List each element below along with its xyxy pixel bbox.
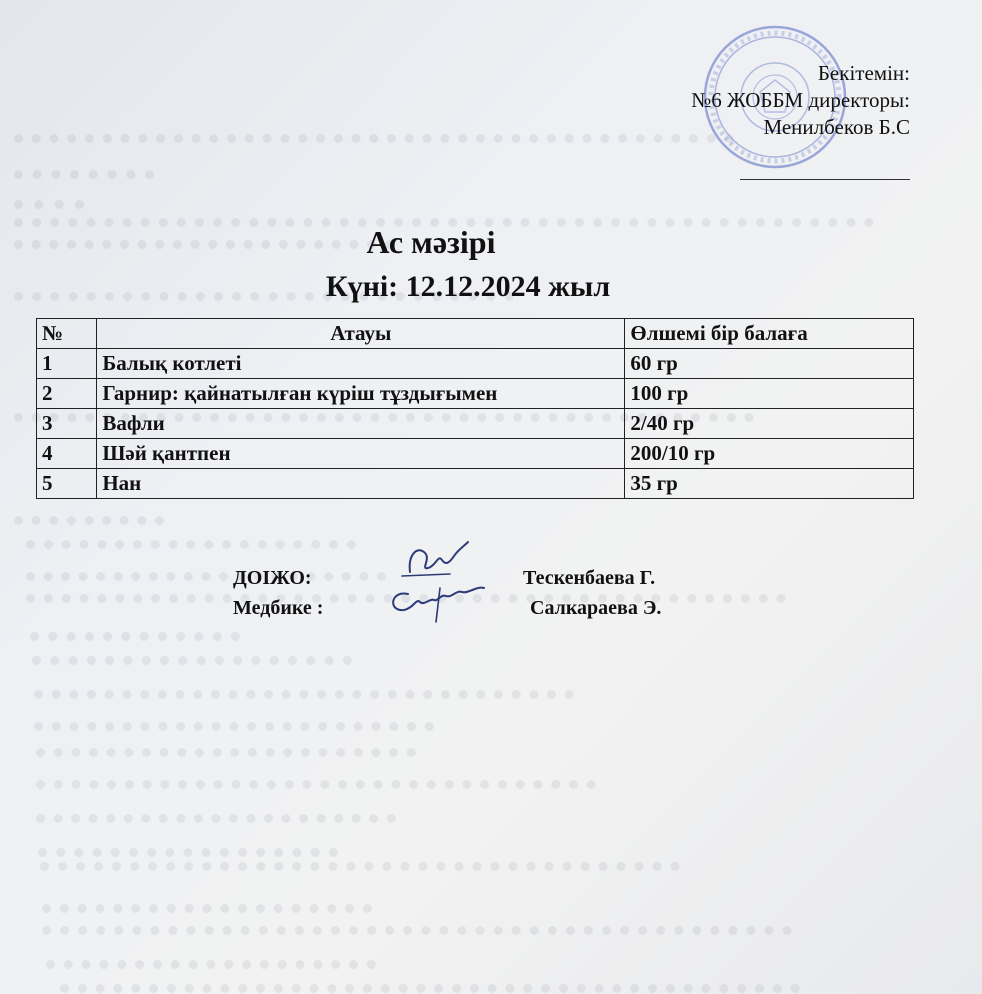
approval-heading: Бекітемін: xyxy=(817,61,910,85)
table-row xyxy=(37,439,914,469)
row-number: 1 xyxy=(37,349,97,379)
table-row xyxy=(37,409,914,439)
table-row xyxy=(37,349,914,379)
table-header-row xyxy=(37,319,914,349)
approval-position: №6 ЖОББМ директоры: xyxy=(691,88,910,112)
row-amount: 200/10 гр xyxy=(625,439,914,469)
director-signature-line xyxy=(740,179,910,180)
row-number: 5 xyxy=(37,469,97,499)
table-row xyxy=(37,469,914,499)
signer-name-nurse: Салкараева Э. xyxy=(530,597,662,619)
document-date: Күні: 12.12.2024 жыл xyxy=(325,270,611,303)
handwritten-signatures-icon xyxy=(380,538,500,624)
signer-roles xyxy=(233,563,323,623)
row-number: 2 xyxy=(37,379,97,409)
row-dish-name: Нан xyxy=(97,469,625,499)
row-amount: 60 гр xyxy=(625,349,914,379)
row-number: 4 xyxy=(37,439,97,469)
row-dish-name: Гарнир: қайнатылған күріш тұздығымен xyxy=(97,379,625,409)
signer-name-deputy: Тескенбаева Г. xyxy=(523,567,656,589)
table-row xyxy=(37,379,914,409)
menu-table xyxy=(36,318,914,499)
approval-block xyxy=(691,60,910,141)
signer-names xyxy=(523,563,661,623)
row-dish-name: Балық котлеті xyxy=(97,349,625,379)
header-number: № xyxy=(37,319,97,349)
row-amount: 35 гр xyxy=(625,469,914,499)
header-amount: Өлшемі бір балаға xyxy=(625,319,914,349)
signer-role-deputy: ДОІЖО: xyxy=(233,567,312,589)
row-dish-name: Вафли xyxy=(97,409,625,439)
document-title: Ас мәзірі xyxy=(366,224,496,260)
row-amount: 2/40 гр xyxy=(625,409,914,439)
row-number: 3 xyxy=(37,409,97,439)
signer-role-nurse: Медбике : xyxy=(233,597,324,619)
row-dish-name: Шәй қантпен xyxy=(97,439,625,469)
row-amount: 100 гр xyxy=(625,379,914,409)
approval-director-name: Менилбеков Б.С xyxy=(763,115,910,139)
header-name: Атауы xyxy=(97,319,625,349)
